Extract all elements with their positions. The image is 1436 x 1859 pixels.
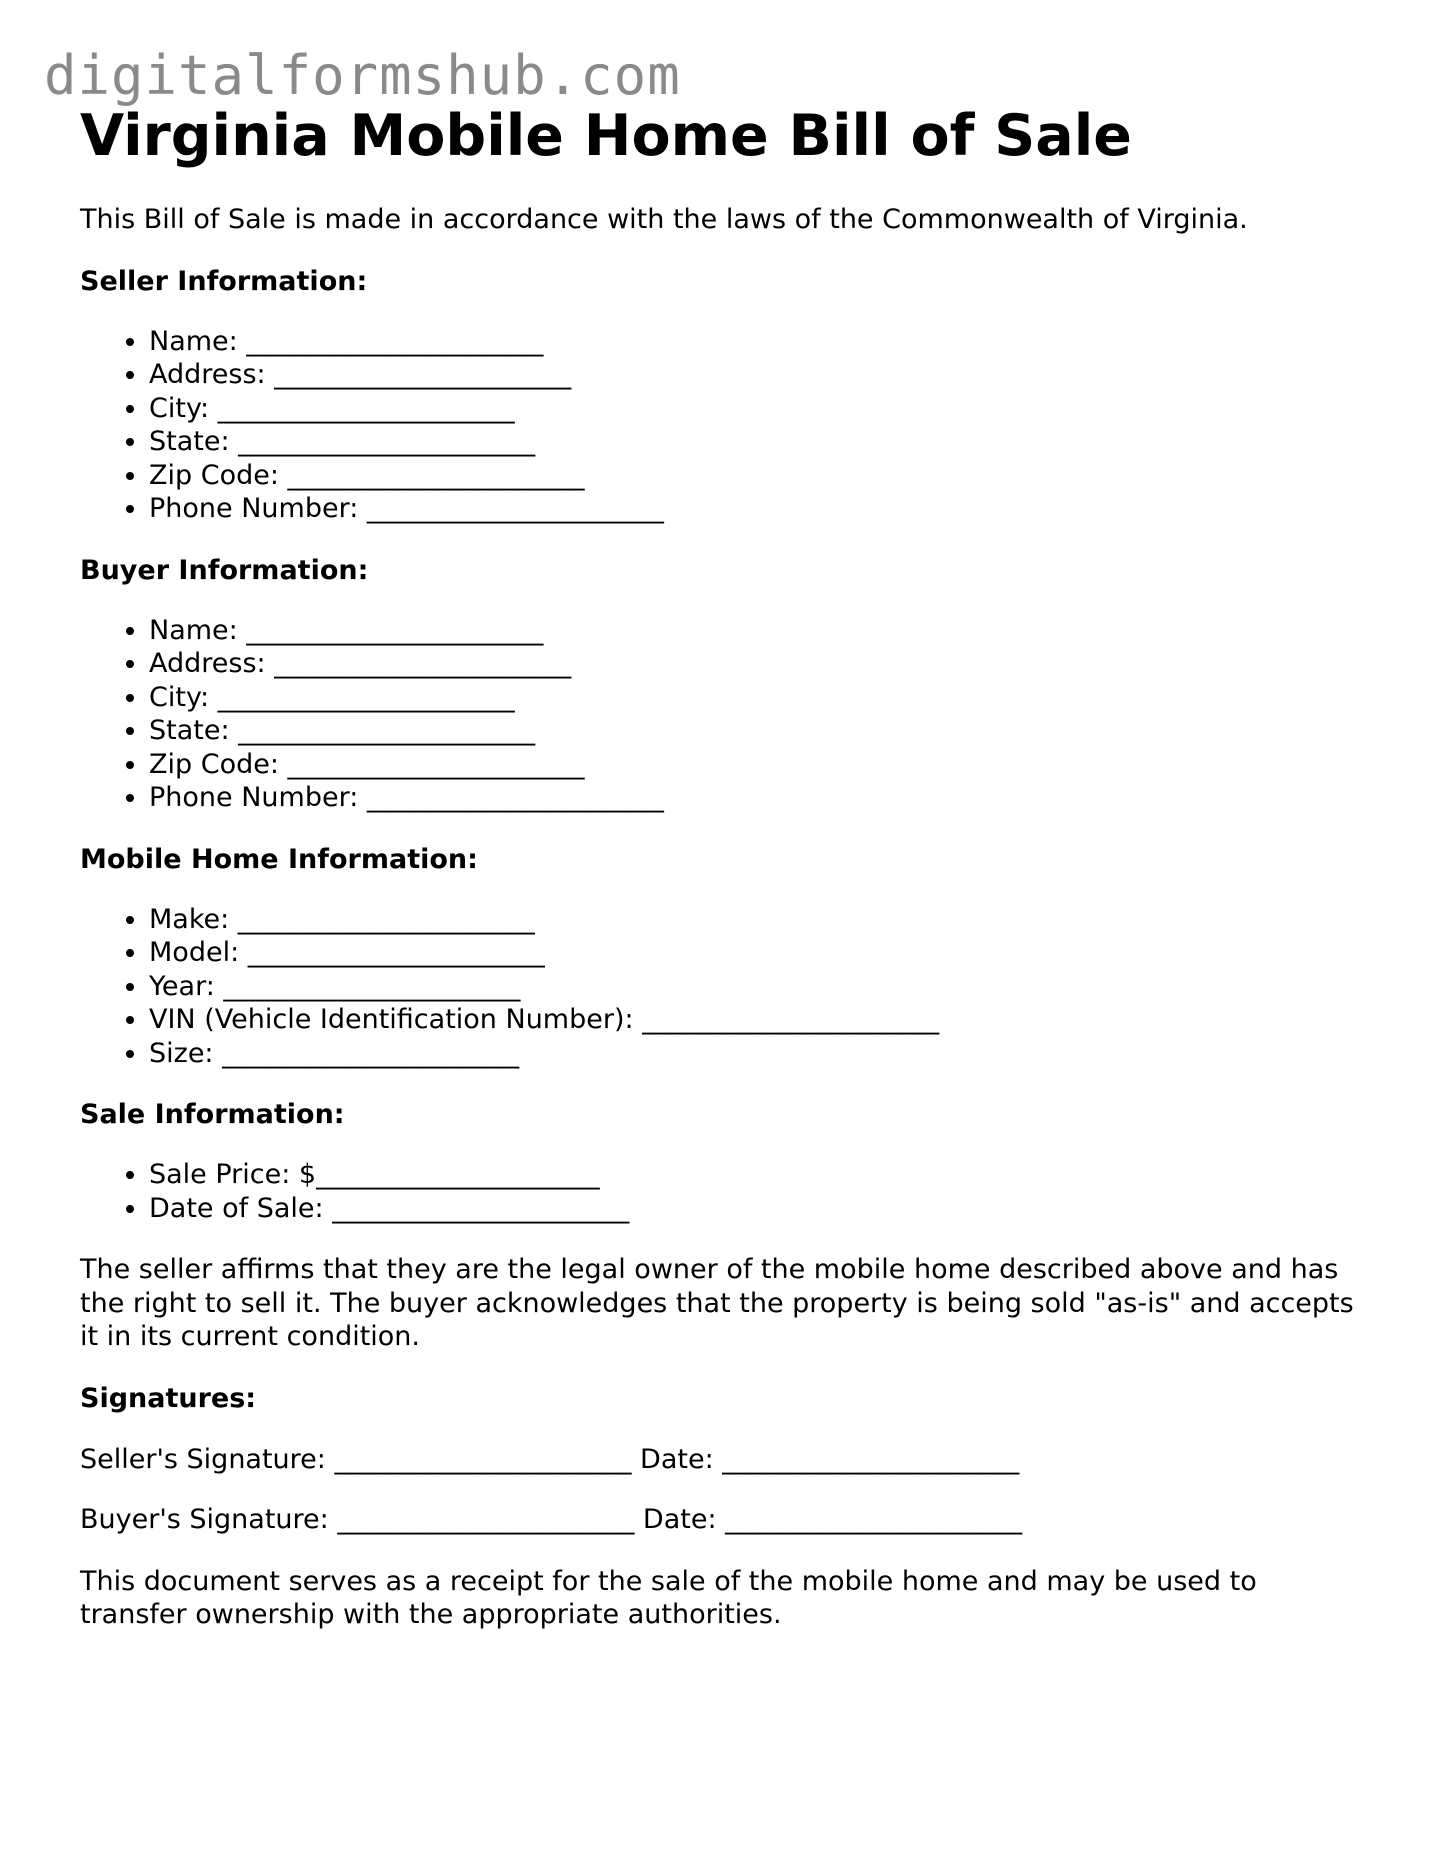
buyer-fields-list — [80, 614, 1370, 815]
sale-price-field: • Sale Price: $_____________________ — [149, 1158, 1370, 1192]
buyer-phone-field: • Phone Number: ______________________ — [149, 781, 1370, 815]
seller-phone-field: • Phone Number: ______________________ — [149, 492, 1370, 526]
buyer-zip-field: • Zip Code: ______________________ — [149, 748, 1370, 782]
closing-paragraph: This document serves as a receipt for the sale of the mobile home and may be used to transfer ownership with the appropriate authorities. — [80, 1565, 1257, 1630]
buyer-name-field: • Name: ______________________ — [149, 614, 1370, 648]
sale-fields-list — [80, 1158, 1370, 1225]
seller-section-heading: Seller Information: — [80, 265, 368, 297]
seller-city-field: • City: ______________________ — [149, 392, 1370, 426]
buyer-section-heading: Buyer Information: — [80, 554, 369, 586]
buyer-address-field: • Address: ______________________ — [149, 647, 1370, 681]
seller-state-field: • State: ______________________ — [149, 425, 1370, 459]
seller-name-field: • Name: ______________________ — [149, 325, 1370, 359]
year-field: • Year: ______________________ — [149, 970, 1370, 1004]
date-of-sale-field: • Date of Sale: ______________________ — [149, 1192, 1370, 1226]
affirmation-paragraph: The seller affirms that they are the legal owner of the mobile home described above and has the right to sell it. The buyer acknowledges that the property is being sold "as-is" and accepts it in its current condition. — [80, 1254, 1354, 1352]
mobile-home-section-heading: Mobile Home Information: — [80, 843, 478, 875]
size-field: • Size: ______________________ — [149, 1037, 1370, 1071]
seller-fields-list — [80, 325, 1370, 526]
buyer-signature-line: Buyer's Signature: ______________________ Date: ______________________ — [80, 1504, 1023, 1535]
intro-paragraph: This Bill of Sale is made in accordance with the laws of the Commonwealth of Virginia. — [80, 204, 1248, 235]
seller-zip-field: • Zip Code: ______________________ — [149, 459, 1370, 493]
document-page — [80, 98, 1370, 1632]
sale-section-heading: Sale Information: — [80, 1099, 345, 1130]
seller-signature-line: Seller's Signature: ______________________ Date: ______________________ — [80, 1443, 1020, 1475]
watermark-text: digitalformshub.com — [44, 44, 681, 107]
vin-field: • VIN (Vehicle Identification Number): ______________________ — [149, 1003, 1370, 1037]
signatures-section-heading: Signatures: — [80, 1382, 257, 1414]
model-field: • Model: ______________________ — [149, 936, 1370, 970]
buyer-state-field: • State: ______________________ — [149, 714, 1370, 748]
seller-address-field: • Address: ______________________ — [149, 358, 1370, 392]
mobile-home-fields-list — [80, 903, 1370, 1071]
buyer-city-field: • City: ______________________ — [149, 681, 1370, 715]
document-title: Virginia Mobile Home Bill of Sale — [80, 103, 1132, 169]
make-field: • Make: ______________________ — [149, 903, 1370, 937]
